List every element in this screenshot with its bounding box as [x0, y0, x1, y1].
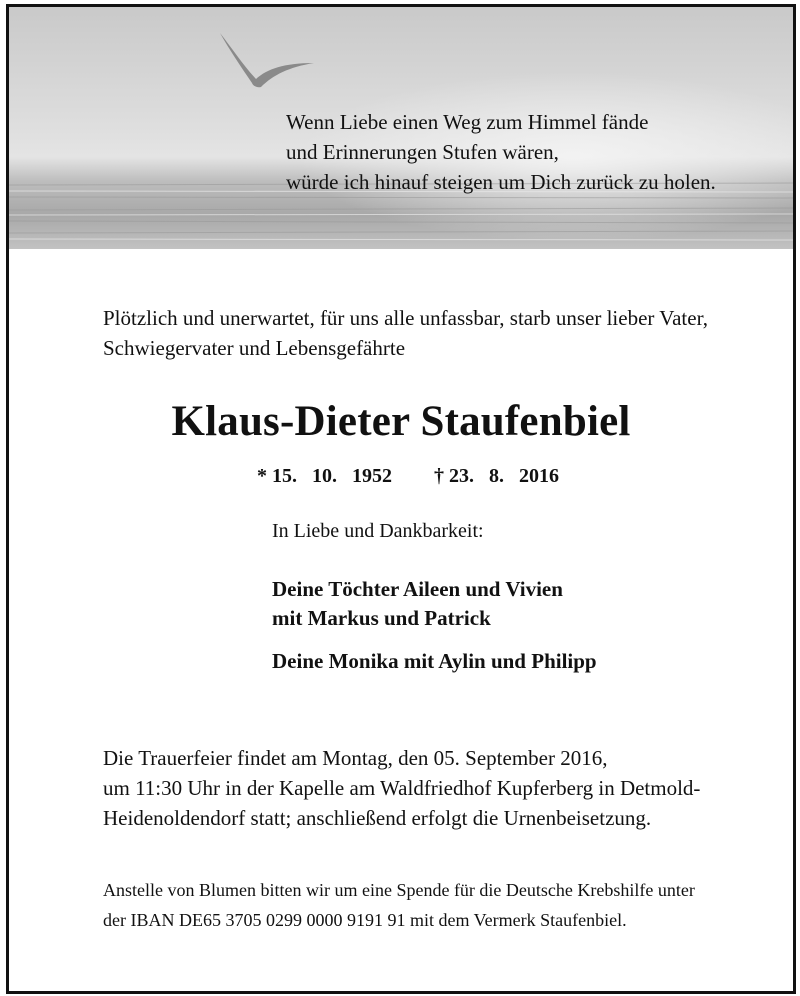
poem-line: würde ich hinauf steigen um Dich zurück zu holen.	[286, 170, 716, 194]
intro-line: Schwiegervater und Lebensgefährte	[103, 336, 406, 360]
intro-line: Plötzlich und unerwartet, für uns alle unfassbar, starb unser lieber Vater,	[103, 306, 708, 330]
deceased-name: Klaus-Dieter Staufenbiel	[171, 398, 631, 445]
intro-text	[103, 303, 743, 363]
birth-date: * 15. 10. 1952	[257, 465, 392, 487]
donation-line: der IBAN DE65 3705 0299 0000 9191 91 mit dem Vermerk Staufenbiel.	[103, 910, 627, 930]
donation-info	[103, 875, 695, 935]
donation-line: Anstelle von Blumen bitten wir um eine Spende für die Deutsche Krebshilfe unter	[103, 880, 695, 900]
family-line: Deine Monika mit Aylin und Philipp	[272, 649, 597, 673]
header-image	[9, 7, 793, 249]
obituary-notice	[6, 4, 796, 994]
family-line: Deine Töchter Aileen und Vivien	[272, 577, 563, 601]
poem	[286, 107, 716, 197]
service-line: um 11:30 Uhr in der Kapelle am Waldfriedhof Kupferberg in Detmold-	[103, 776, 701, 800]
funeral-service-info	[103, 743, 700, 833]
family-line: mit Markus und Patrick	[272, 606, 491, 630]
death-date: † 23. 8. 2016	[434, 465, 559, 487]
poem-line: Wenn Liebe einen Weg zum Himmel fände	[286, 110, 649, 134]
service-line: Die Trauerfeier findet am Montag, den 05. September 2016,	[103, 746, 608, 770]
poem-line: und Erinnerungen Stufen wären,	[286, 140, 559, 164]
service-line: Heidenoldendorf statt; anschließend erfolgt die Urnenbeisetzung.	[103, 806, 652, 830]
family-signatures	[272, 575, 597, 676]
gratitude-line: In Liebe und Dankbarkeit:	[272, 520, 484, 542]
life-dates	[257, 465, 559, 488]
